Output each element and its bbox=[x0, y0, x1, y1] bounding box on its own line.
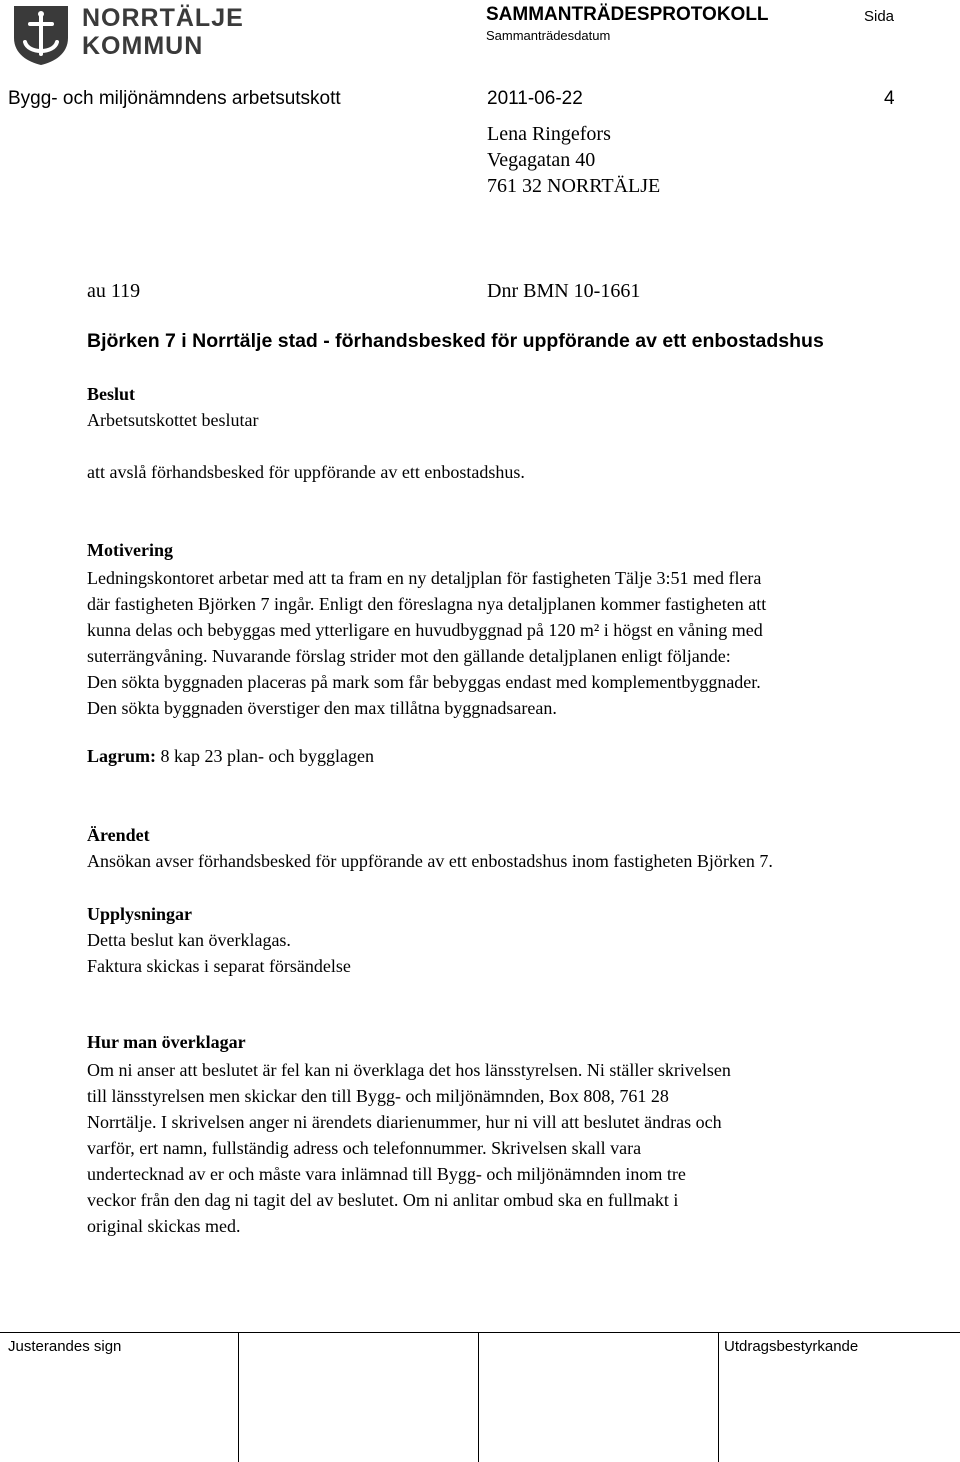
logo-text-line2: KOMMUN bbox=[82, 32, 204, 60]
beslut-line2: att avslå förhandsbesked för uppförande av ett enbostadshus. bbox=[87, 462, 525, 482]
footer-column-separator bbox=[238, 1332, 239, 1462]
lagrum bbox=[87, 746, 374, 767]
overklagan-line: varför, ert namn, fullständig adress och telefonnummer. Skrivelsen skall vara bbox=[87, 1138, 642, 1158]
municipality-crest-logo bbox=[8, 4, 74, 66]
footer-divider bbox=[0, 1332, 960, 1333]
upplysningar-line1: Detta beslut kan överklagas. bbox=[87, 930, 291, 950]
utdragsbestyrkande-label: Utdragsbestyrkande bbox=[724, 1338, 859, 1355]
case-dnr: Dnr BMN 10-1661 bbox=[487, 280, 641, 302]
page-number: 4 bbox=[884, 88, 895, 109]
logo-text-line1: NORRTÄLJE bbox=[82, 4, 244, 32]
upplysningar-heading: Upplysningar bbox=[87, 904, 193, 924]
overklagan-line: Om ni anser att beslutet är fel kan ni överklaga det hos länsstyrelsen. Ni ställer skrivelsen bbox=[87, 1060, 731, 1080]
beslut-heading: Beslut bbox=[87, 384, 136, 404]
overklagan-line: till länsstyrelsen men skickar den till Bygg- och miljönämnden, Box 808, 761 28 bbox=[87, 1086, 669, 1106]
motivering-line: suterrängvåning. Nuvarande förslag strider mot den gällande detaljplanen enligt följande: bbox=[87, 646, 731, 666]
overklagan-heading: Hur man överklagar bbox=[87, 1032, 246, 1052]
recipient-postal: 761 32 NORRTÄLJE bbox=[487, 175, 661, 197]
motivering-heading: Motivering bbox=[87, 540, 173, 560]
motivering-line: Den sökta byggnaden placeras på mark som får bebyggas endast med komplementbyggnader. bbox=[87, 672, 761, 692]
motivering-line: där fastigheten Björken 7 ingår. Enligt den föreslagna nya detaljplanen kommer fastigheten att bbox=[87, 594, 767, 614]
footer-column-separator bbox=[718, 1332, 719, 1462]
motivering-line: Den sökta byggnaden överstiger den max tillåtna byggnadsarean. bbox=[87, 698, 557, 718]
page-label: Sida bbox=[864, 8, 895, 25]
lagrum-label: Lagrum: bbox=[87, 746, 156, 766]
overklagan-line: veckor från den dag ni tagit del av beslutet. Om ni anlitar ombud ska en fullmakt i bbox=[87, 1190, 679, 1210]
case-title: Björken 7 i Norrtälje stad - förhandsbesked för uppförande av ett enbostadshus bbox=[87, 330, 824, 352]
meeting-date: 2011-06-22 bbox=[487, 88, 583, 109]
overklagan-line: undertecknad av er och måste vara inlämnad till Bygg- och miljönämnden inom tre bbox=[87, 1164, 686, 1184]
arendet-heading: Ärendet bbox=[87, 825, 150, 845]
justerandes-sign-label: Justerandes sign bbox=[8, 1338, 122, 1355]
committee-name: Bygg- och miljönämndens arbetsutskott bbox=[8, 88, 341, 109]
paragraph-number: au 119 bbox=[87, 280, 141, 302]
footer-column-separator bbox=[478, 1332, 479, 1462]
document-type: SAMMANTRÄDESPROTOKOLL bbox=[486, 4, 769, 25]
overklagan-line: original skickas med. bbox=[87, 1216, 241, 1236]
motivering-line: Ledningskontoret arbetar med att ta fram en ny detaljplan för fastigheten Tälje 3:51 med flera bbox=[87, 568, 762, 588]
overklagan-line: Norrtälje. I skrivelsen anger ni ärendets diarienummer, hur ni vill att beslutet ändras och bbox=[87, 1112, 722, 1132]
motivering-text bbox=[87, 565, 947, 721]
beslut-line1: Arbetsutskottet beslutar bbox=[87, 410, 259, 430]
overklagan-text bbox=[87, 1057, 947, 1239]
arendet-text: Ansökan avser förhandsbesked för uppförande av ett enbostadshus inom fastigheten Björken 7. bbox=[87, 851, 773, 871]
upplysningar-line2: Faktura skickas i separat försändelse bbox=[87, 956, 351, 976]
lagrum-text: 8 kap 23 plan- och bygglagen bbox=[160, 746, 374, 766]
recipient-street: Vegagatan 40 bbox=[487, 149, 596, 171]
motivering-line: kunna delas och bebyggas med ytterligare en huvudbyggnad på 120 m² i högst en våning med bbox=[87, 620, 763, 640]
meeting-date-label: Sammanträdesdatum bbox=[486, 28, 611, 43]
recipient-name: Lena Ringefors bbox=[487, 123, 611, 145]
